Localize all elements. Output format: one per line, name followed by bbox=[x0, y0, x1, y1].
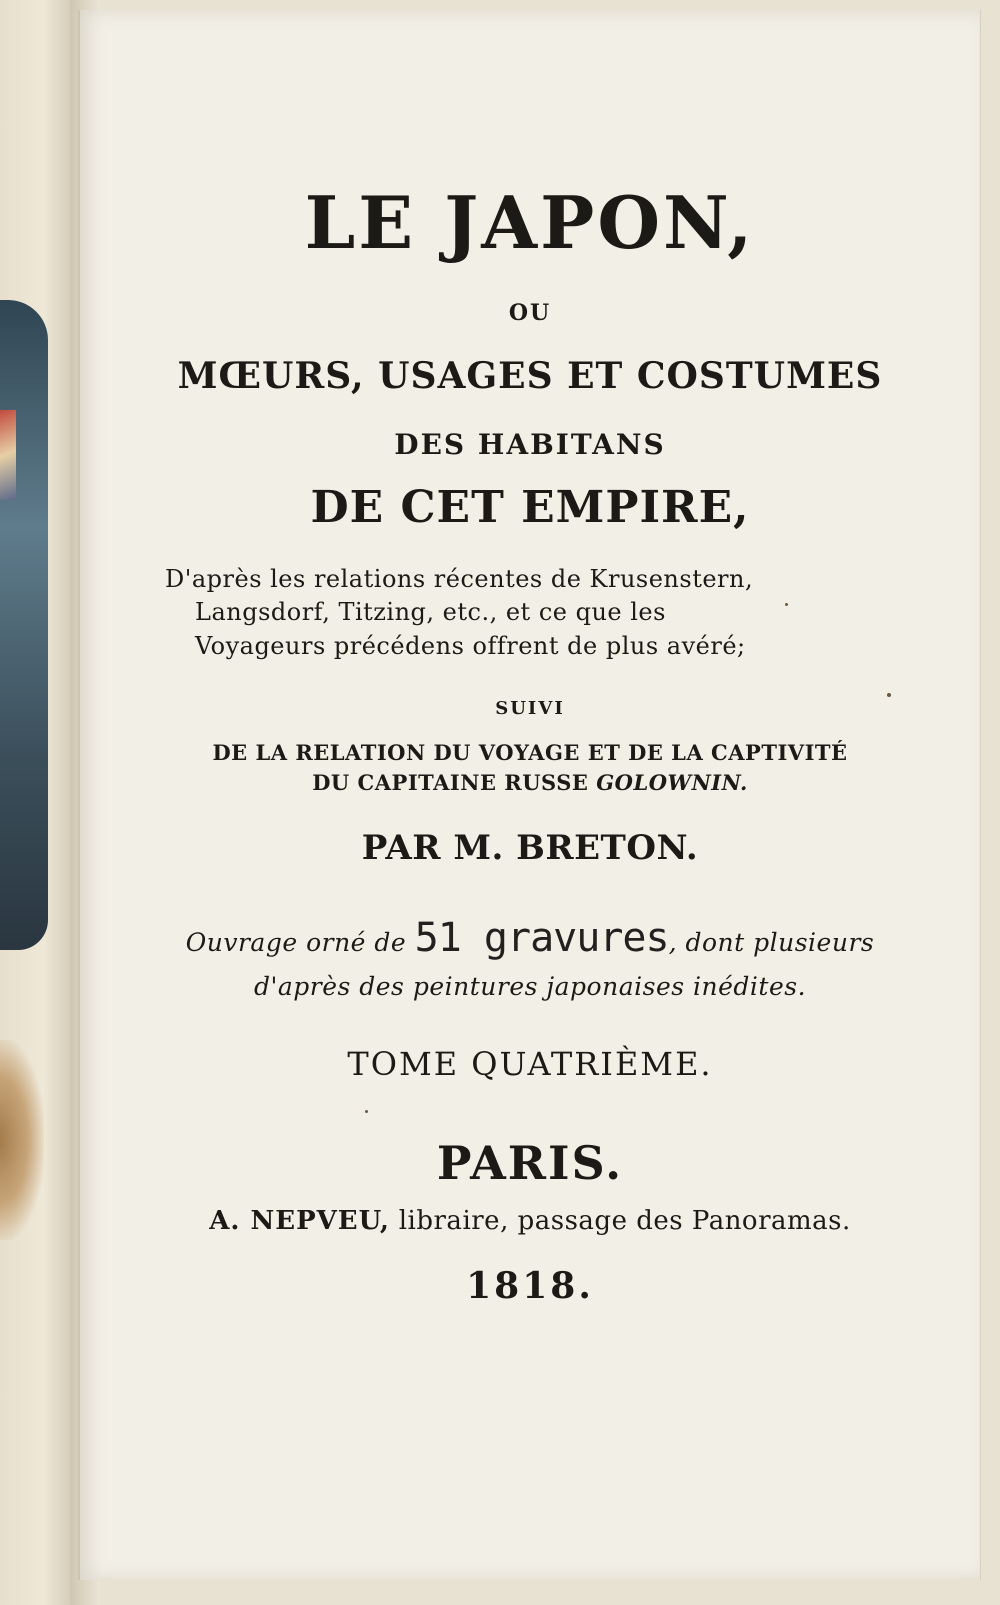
publisher-address: libraire, passage des Panoramas. bbox=[389, 1206, 851, 1236]
frontispiece-edge bbox=[0, 0, 73, 1605]
engravings-line-2: d'après des peintures japonaises inédites. bbox=[253, 972, 807, 1001]
engravings-line-1 bbox=[80, 915, 980, 961]
handwritten-engraving-count: 51 gravures bbox=[414, 915, 669, 961]
frontispiece-color-patch bbox=[0, 410, 16, 500]
volume-label: TOME QUATRIÈME. bbox=[347, 1045, 713, 1083]
captivity-line-1: DE LA RELATION DU VOYAGE ET DE LA CAPTIVITÉ bbox=[212, 740, 848, 765]
title-page bbox=[78, 10, 981, 1580]
imprint-publisher bbox=[80, 1206, 980, 1236]
book-title: LE JAPON, bbox=[304, 180, 756, 265]
relations-line-3: Voyageurs précédens offrent de plus avéré; bbox=[195, 632, 746, 660]
suivi-label: SUIVI bbox=[495, 698, 565, 719]
frontispiece-figure-illustration bbox=[0, 300, 48, 950]
subtitle-line-2: DES HABITANS bbox=[394, 428, 666, 461]
imprint-year: 1818. bbox=[466, 1265, 594, 1307]
paper-speck bbox=[365, 1110, 368, 1113]
captivity-line-2 bbox=[80, 770, 980, 795]
captain-name: GOLOWNIN. bbox=[596, 770, 748, 795]
paper-speck bbox=[785, 603, 788, 606]
publisher-name: A. NEPVEU, bbox=[209, 1206, 390, 1236]
relations-line-2: Langsdorf, Titzing, etc., et ce que les bbox=[195, 598, 666, 626]
author-line: PAR M. BRETON. bbox=[361, 828, 699, 868]
frontispiece-ground-illustration bbox=[0, 1040, 44, 1240]
subtitle-line-1: MŒURS, USAGES ET COSTUMES bbox=[177, 355, 883, 397]
paper-speck bbox=[887, 693, 891, 697]
subtitle-line-3: DE CET EMPIRE, bbox=[310, 482, 750, 533]
captivity-line-2-prefix: DU CAPITAINE RUSSE bbox=[312, 770, 597, 795]
engravings-prefix: Ouvrage orné de bbox=[185, 928, 415, 957]
relations-line-1: D'après les relations récentes de Krusenstern, bbox=[165, 565, 754, 593]
engravings-suffix: , dont plusieurs bbox=[668, 928, 875, 957]
title-connector: OU bbox=[508, 300, 552, 326]
imprint-city: PARIS. bbox=[436, 1136, 624, 1190]
